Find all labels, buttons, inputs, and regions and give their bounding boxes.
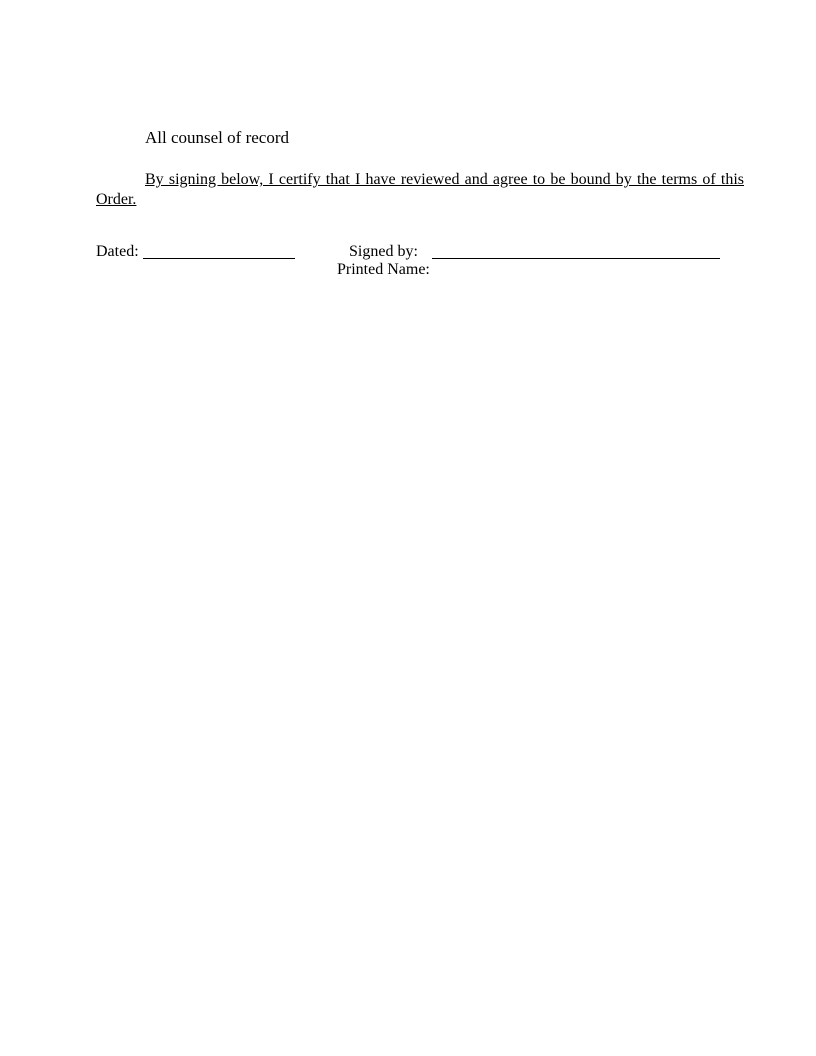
signed-by-label: Signed by: (349, 243, 418, 260)
printed-name-label: Printed Name: (337, 261, 430, 278)
dated-signature-line (143, 243, 295, 259)
service-recipient-line: All counsel of record (145, 128, 289, 147)
certification-statement: By signing below, I certify that I have reviewed and agree to be bound by the terms of this Order. (96, 171, 744, 208)
dated-label: Dated: (96, 243, 139, 260)
signed-by-signature-line (432, 243, 720, 259)
